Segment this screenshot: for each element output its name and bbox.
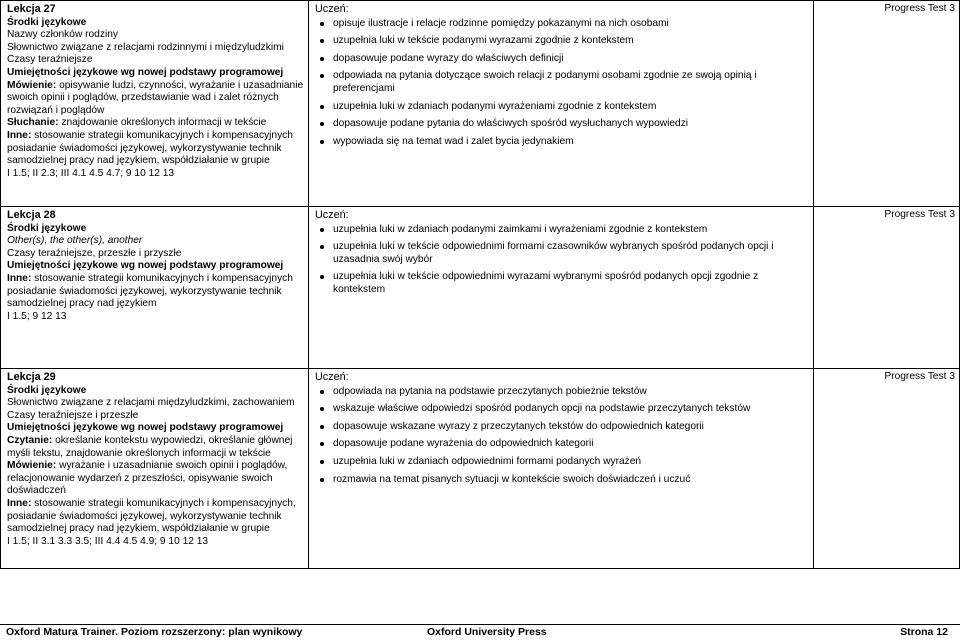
skill-description: stosowanie strategii komunikacyjnych i kompensacyjnych, posiadanie świadomości językowej, wykorzystywanie technik samodzielnej pracy nad językiem, współdziałanie w grupie [7, 497, 296, 535]
content-text: Umiejętności językowe wg nowej podstawy programowej [7, 422, 284, 434]
student-label: Uczeń: [315, 371, 349, 383]
content-text: Umiejętności językowe wg nowej podstawy programowej [7, 66, 284, 78]
lesson-row [1, 207, 960, 369]
lesson-content-cell [1, 369, 309, 569]
outcome-list [315, 18, 809, 149]
skill-description: określanie kontekstu wypowiedzi, określanie głównej myśli tekstu, znajdowanie określonych informacji w tekście [7, 434, 293, 459]
content-line [7, 397, 304, 410]
content-text: Other(s), the other(s), another [7, 235, 143, 247]
content-line [7, 422, 304, 435]
content-text: I 1.5; II 2.3; III 4.1 4.5 4.7; 9 10 12 13 [7, 167, 175, 179]
learning-outcomes-cell [309, 207, 814, 369]
skill-label: Inne: [7, 129, 32, 141]
skill-description: stosowanie strategii komunikacyjnych i kompensacyjnych posiadanie świadomości językowej, wykorzystywanie technik samodzielnej pracy nad językiem [7, 272, 293, 310]
outcome-item: opisuje ilustracje i relacje rodzinne pomiędzy pokazanymi na nich osobami [315, 18, 809, 31]
lesson-title: Lekcja 29 [7, 371, 56, 383]
skill-label: Czytanie: [7, 434, 53, 446]
content-line [7, 435, 304, 460]
skill-label: Inne: [7, 272, 32, 284]
skill-description: znajdowanie określonych informacji w tekście [58, 117, 267, 129]
outcome-item: uzupełnia luki w zdaniach podanymi wyrażeniami zgodnie z kontekstem [315, 101, 809, 114]
outcome-list [315, 386, 809, 487]
content-text: Środki językowe [7, 384, 87, 396]
content-line [7, 410, 304, 423]
learning-outcomes-cell [309, 1, 814, 207]
outcome-item: dopasowuje podane pytania do właściwych spośród wysłuchanych wypowiedzi [315, 118, 809, 131]
skill-description: wyrażanie i uzasadnianie swoich opinii i poglądów, relacjonowanie wydarzeń z przeszłości, opisywanie swoich doświadczeń [7, 460, 288, 497]
content-line [7, 235, 304, 248]
footer-publisher: Oxford University Press [427, 626, 547, 638]
content-line [7, 311, 304, 324]
skill-label: Inne: [7, 497, 32, 509]
skill-label: Mówienie: [7, 79, 57, 91]
outcome-item: odpowiada na pytania na podstawie przeczytanych pobieżnie tekstów [315, 386, 809, 399]
content-line [7, 460, 304, 498]
content-line [7, 385, 304, 398]
outcome-list [315, 224, 809, 297]
content-text: I 1.5; 9 12 13 [7, 310, 67, 322]
progress-test-cell [814, 207, 960, 369]
progress-test-cell [814, 1, 960, 207]
content-text: Czasy teraźniejsze i przeszłe [7, 409, 139, 421]
content-text: Słownictwo związane z relacjami rodzinnymi i międzyludzkimi [7, 41, 284, 53]
lesson-title: Lekcja 27 [7, 3, 56, 15]
outcome-item: odpowiada na pytania dotyczące swoich relacji z podanymi osobami zgodnie ze swoją opinią i preferencjami [315, 70, 809, 95]
skill-description: opisywanie ludzi, czynności, wyrażanie i uzasadnianie swoich opinii i poglądów, przedstawianie wad i zalet różnych rozwiązań i poglądów [7, 79, 304, 116]
content-line [7, 130, 304, 168]
progress-test-cell [814, 369, 960, 569]
lesson-title: Lekcja 28 [7, 209, 56, 221]
outcome-item: wypowiada się na temat wad i zalet bycia jedynakiem [315, 136, 809, 149]
content-line [7, 117, 304, 130]
student-label: Uczeń: [315, 209, 349, 221]
progress-test-label: Progress Test 3 [884, 3, 955, 14]
outcome-item: uzupełnia luki w tekście odpowiednimi formami czasowników wybranych spośród podanych opcji i uzasadnia swój wybór [315, 241, 809, 266]
lesson-row [1, 1, 960, 207]
progress-test-label: Progress Test 3 [884, 371, 955, 382]
content-text: Czasy teraźniejsze [7, 54, 93, 66]
content-line [7, 498, 304, 536]
content-line [7, 536, 304, 549]
content-line [7, 17, 304, 30]
outcome-item: uzupełnia luki w tekście odpowiednimi wyrazami wybranymi spośród podanych opcji zgodnie z kontekstem [315, 271, 809, 296]
skill-label: Słuchanie: [7, 117, 59, 129]
content-line [7, 54, 304, 67]
content-text: Czasy teraźniejsze, przeszłe i przyszłe [7, 247, 182, 259]
outcome-item: dopasowuje podane wyrazy do właściwych definicji [315, 53, 809, 66]
footer-title: Oxford Matura Trainer. Poziom rozszerzony: plan wynikowy [6, 626, 303, 638]
outcome-item: dopasowuje wskazane wyrazy z przeczytanych tekstów do odpowiednich kategorii [315, 421, 809, 434]
progress-test-label: Progress Test 3 [884, 209, 955, 220]
outcome-item: uzupełnia luki w tekście podanymi wyrazami zgodnie z kontekstem [315, 35, 809, 48]
outcome-item: uzupełnia luki w zdaniach podanymi zaimkami i wyrażeniami zgodnie z kontekstem [315, 224, 809, 237]
outcome-item: dopasowuje podane wyrażenia do odpowiednich kategorii [315, 438, 809, 451]
skill-label: Mówienie: [7, 460, 57, 472]
content-line [7, 168, 304, 181]
content-line [7, 29, 304, 42]
content-line [7, 273, 304, 311]
content-line [7, 248, 304, 261]
lesson-content-cell [1, 207, 309, 369]
page-footer [0, 624, 960, 640]
content-line [7, 42, 304, 55]
student-label: Uczeń: [315, 3, 349, 15]
skill-description: stosowanie strategii komunikacyjnych i kompensacyjnych posiadanie świadomości językowej, wykorzystywanie technik samodzielnej pracy nad językiem, współdziałanie w grupie [7, 129, 293, 167]
lesson-content-cell [1, 1, 309, 207]
content-line [7, 80, 304, 118]
learning-outcomes-cell [309, 369, 814, 569]
outcome-item: wskazuje właściwe odpowiedzi spośród podanych opcji na podstawie przeczytanych tekstów [315, 403, 809, 416]
content-text: Środki językowe [7, 16, 87, 28]
content-line [7, 223, 304, 236]
content-text: Środki językowe [7, 222, 87, 234]
footer-page-number: Strona 12 [900, 626, 948, 638]
content-line [7, 260, 304, 273]
content-text: I 1.5; II 3.1 3.3 3.5; III 4.4 4.5 4.9; 9 10 12 13 [7, 535, 209, 547]
content-line [7, 67, 304, 80]
content-text: Nazwy członków rodziny [7, 29, 118, 41]
outcome-item: uzupełnia luki w zdaniach odpowiednimi formami podanych wyrażeń [315, 456, 809, 469]
content-text: Umiejętności językowe wg nowej podstawy programowej [7, 260, 284, 272]
content-text: Słownictwo związane z relacjami międzyludzkimi, zachowaniem [7, 397, 295, 409]
outcome-item: rozmawia na temat pisanych sytuacji w kontekście swoich doświadczeń i uczuć [315, 474, 809, 487]
lesson-row [1, 369, 960, 569]
